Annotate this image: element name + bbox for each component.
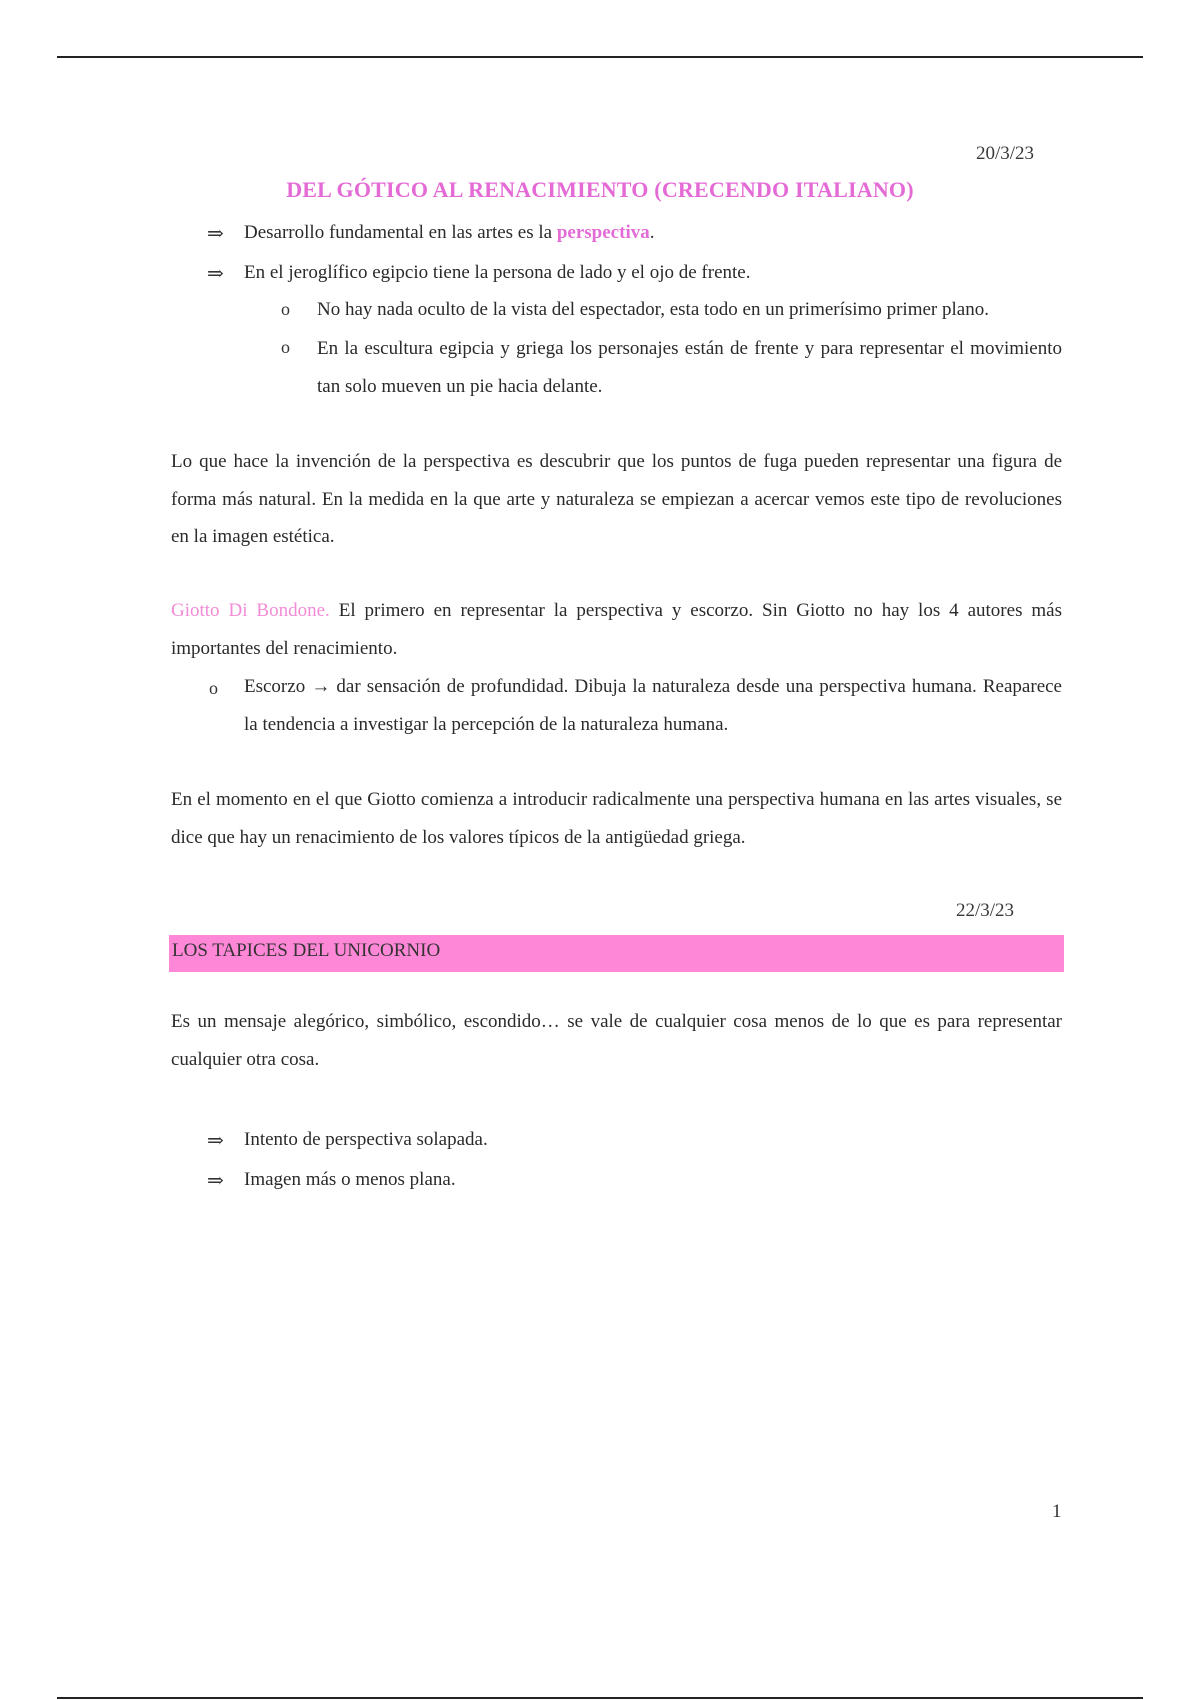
paragraph: Lo que hace la invención de la perspectiva es descubrir que los puntos de fuga pueden representar una figura de forma más natural. En la medida en la que arte y naturaleza se empiezan a acercar vemos este tipo de revoluciones en la imagen estética. (171, 451, 1062, 547)
date-label: 22/3/23 (956, 900, 1015, 921)
section-heading: LOS TAPICES DEL UNICORNIO (172, 940, 441, 961)
paragraph: Es un mensaje alegórico, simbólico, escondido… se vale de cualquier cosa menos de lo que es para representar cualquier otra cosa. (171, 1011, 1062, 1070)
sub-bullet-item: En la escultura egipcia y griega los personajes están de frente y para representar el movimiento tan solo mueven un pie hacia delante. (317, 338, 1062, 397)
escorzo-term: Escorzo (244, 676, 312, 697)
circle-bullet-icon: o (281, 299, 290, 319)
section-heading-bar (169, 935, 1064, 972)
escorzo-text: dar sensación de profundidad. Dibuja la naturaleza desde una perspectiva humana. Reaparece la tendencia a investigar la percepción de la naturaleza humana. (244, 676, 1062, 735)
arrow-bullet-icon: ⇒ (207, 223, 224, 245)
page-number: 1 (1052, 1501, 1062, 1522)
circle-bullet-icon: o (209, 678, 218, 698)
bullet-item (244, 220, 654, 246)
bullet-item: Imagen más o menos plana. (244, 1169, 456, 1190)
bottom-rule (57, 1697, 1143, 1699)
bullet-item: En el jeroglífico egipcio tiene la persona de lado y el ojo de frente. (244, 262, 751, 283)
arrow-bullet-icon: ⇒ (207, 1170, 224, 1192)
right-arrow-icon: → (311, 676, 331, 697)
date-label: 20/3/23 (976, 143, 1035, 164)
sub-bullet-item: No hay nada oculto de la vista del espectador, esta todo en un primerísimo primer plano. (317, 299, 989, 320)
top-rule (57, 56, 1143, 58)
sub-bullet-item (244, 668, 1062, 743)
bullet-text: Desarrollo fundamental en las artes es la (244, 222, 557, 243)
page-title: DEL GÓTICO AL RENACIMIENTO (CRECENDO ITALIANO) (286, 177, 914, 202)
giotto-text: El primero en representar la perspectiva y escorzo. Sin Giotto no hay los 4 autores más importantes del renacimiento. (171, 600, 1062, 659)
circle-bullet-icon: o (281, 337, 290, 357)
bullet-text-end: . (649, 222, 655, 243)
arrow-bullet-icon: ⇒ (207, 263, 224, 285)
giotto-name: Giotto Di Bondone. (171, 600, 330, 621)
highlight-term: perspectiva (556, 222, 650, 243)
arrow-bullet-icon: ⇒ (207, 1130, 224, 1152)
paragraph: En el momento en el que Giotto comienza a introducir radicalmente una perspectiva humana en las artes visuales, se dice que hay un renacimiento de los valores típicos de la antigüedad griega. (171, 789, 1062, 848)
bullet-item: Intento de perspectiva solapada. (244, 1129, 488, 1150)
giotto-paragraph (171, 592, 1062, 667)
